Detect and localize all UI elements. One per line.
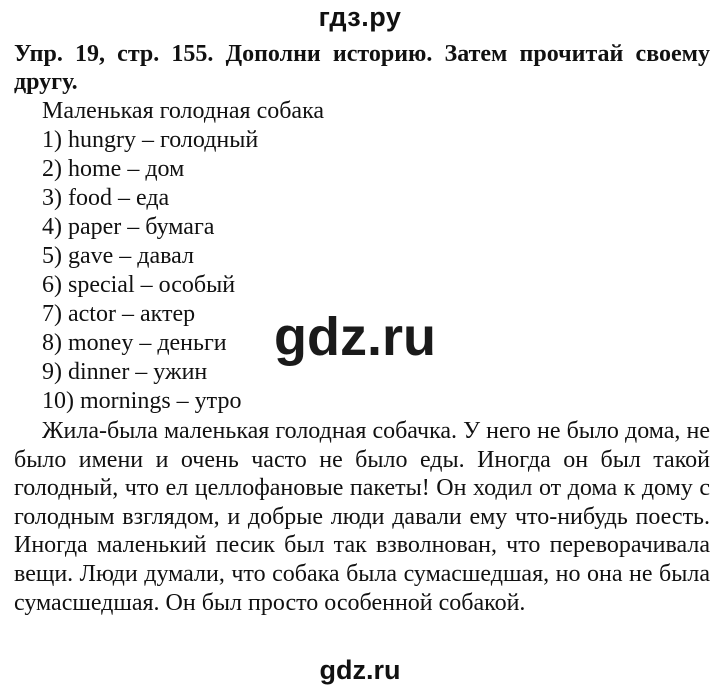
site-header: гдз.ру bbox=[318, 2, 402, 32]
task-heading: Упр. 19, стр. 155. Дополни историю. Затем прочитай своему другу. bbox=[14, 41, 710, 95]
vocab-item: 9) dinner – ужин bbox=[42, 359, 208, 385]
vocab-item: 1) hungry – голодный bbox=[42, 127, 259, 153]
vocab-item: 10) mornings – утро bbox=[42, 388, 242, 414]
vocab-item: 4) paper – бумага bbox=[42, 214, 215, 240]
vocab-item: 6) special – особый bbox=[42, 272, 236, 298]
vocab-item: 2) home – дом bbox=[42, 156, 185, 182]
vocab-item: 5) gave – давал bbox=[42, 243, 195, 269]
story-paragraph: Жила-была маленькая голодная собачка. У него не было дома, не было имени и очень часто не было еды. Иногда он был такой голодный, что ел целлофановые пакеты! Он ходил от дома к дому с голодным взглядом, и добрые люди давали ему что-нибудь поесть. Иногда маленький песик был так взволнован, что переворачивала вещи. Люди думали, что собака была сумасшедшая, но она не была сумасшедшая. Он был просто особенной собакой. bbox=[14, 418, 710, 616]
vocab-item: 3) food – еда bbox=[42, 185, 170, 211]
site-footer: gdz.ru bbox=[319, 655, 401, 685]
vocab-item: 7) actor – актер bbox=[42, 301, 196, 327]
watermark: gdz.ru bbox=[274, 307, 436, 367]
vocab-item: 8) money – деньги bbox=[42, 330, 227, 356]
story-title: Маленькая голодная собака bbox=[42, 98, 325, 124]
vocabulary-list bbox=[42, 126, 258, 416]
